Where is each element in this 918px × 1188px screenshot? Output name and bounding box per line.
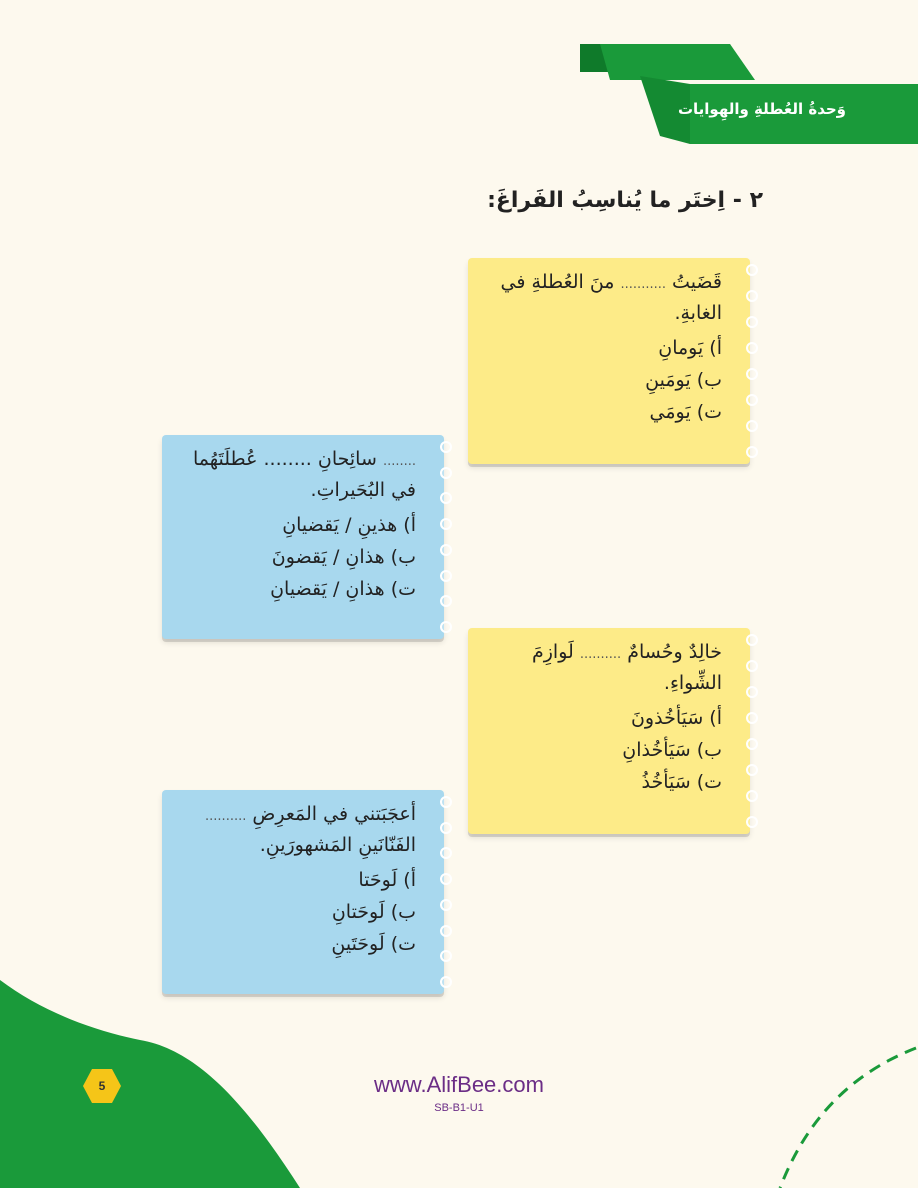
option-a[interactable]: أ) سَيَأخُذونَ	[630, 707, 722, 729]
option-c[interactable]: ت) لَوحَتَينِ	[331, 933, 416, 955]
page-number-badge: 5	[82, 1066, 122, 1106]
option-b[interactable]: ب) هذانِ / يَقضونَ	[271, 546, 416, 568]
document-code: SB-B1-U1	[434, 1102, 484, 1114]
header-ribbon	[580, 40, 918, 150]
option-a[interactable]: أ) لَوحَتا	[358, 869, 416, 891]
binder-rings	[436, 796, 452, 988]
question-card-1	[468, 258, 750, 464]
question-card-2	[162, 435, 444, 639]
option-c[interactable]: ت) سَيَأخُذُ	[641, 771, 722, 793]
option-c[interactable]: ت) هذانِ / يَقضيانِ	[270, 578, 416, 600]
question-text: خالِدٌ وحُسامٌ .......... لَوازِمَ الشِّواءِ.	[531, 641, 722, 694]
decorative-dashed-line	[760, 1040, 918, 1188]
exercise-heading: ٢ - اِختَر ما يُناسِبُ الفَراغَ:	[487, 188, 763, 213]
binder-rings	[436, 441, 452, 633]
option-b[interactable]: ب) سَيَأخُذانِ	[622, 739, 722, 761]
website-url[interactable]: www.AlifBee.com	[374, 1072, 544, 1097]
binder-rings	[742, 264, 758, 458]
option-b[interactable]: ب) لَوحَتانِ	[331, 901, 416, 923]
option-b[interactable]: ب) يَومَينِ	[645, 369, 722, 391]
option-c[interactable]: ت) يَومَي	[649, 401, 722, 423]
question-card-3	[468, 628, 750, 834]
question-text: ........ سائِحانِ ........ عُطلَتَهُما في البُحَيراتِ.	[193, 448, 416, 501]
option-a[interactable]: أ) هذينِ / يَقضيانِ	[282, 514, 416, 536]
question-card-4	[162, 790, 444, 994]
question-text: قَضَيتُ ........... منَ العُطلةِ في الغابةِ.	[500, 271, 722, 324]
unit-title: وَحدةُ العُطلةِ والهِوايات	[677, 100, 846, 118]
option-a[interactable]: أ) يَومانِ	[658, 337, 722, 359]
question-text: أعجَبَتني في المَعرِضِ .......... الفَنّانَينِ المَشهورَينِ.	[205, 803, 416, 856]
binder-rings	[742, 634, 758, 828]
